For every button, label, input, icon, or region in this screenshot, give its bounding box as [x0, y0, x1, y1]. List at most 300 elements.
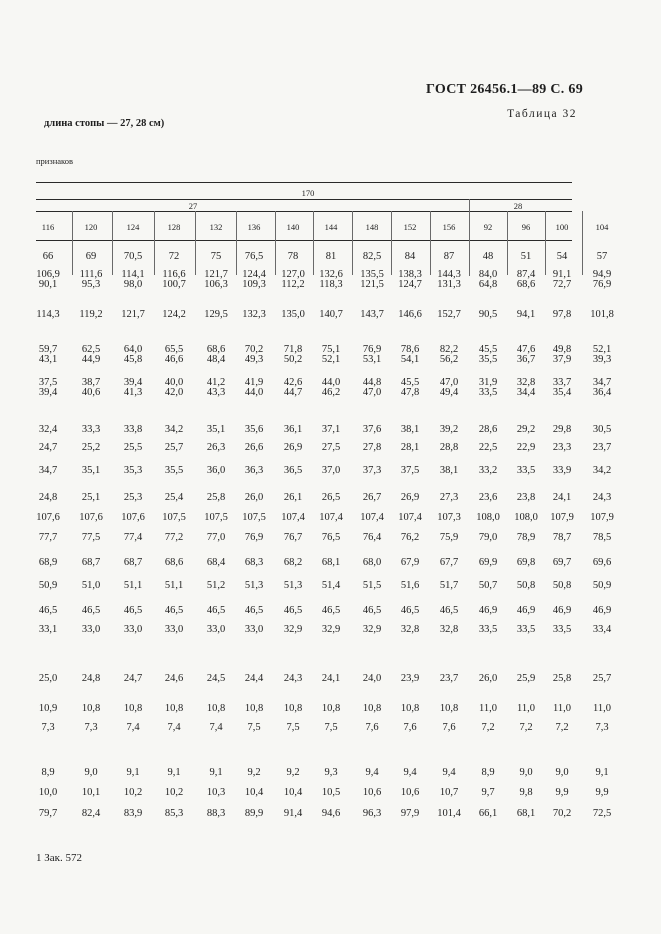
table-cell: 41,3	[123, 387, 143, 398]
table-cell: 9,1	[167, 767, 181, 778]
table-cell: 33,9	[552, 465, 572, 476]
column-header: 124	[126, 222, 140, 232]
table-cell: 108,0	[514, 512, 538, 523]
table-cell: 9,3	[324, 767, 338, 778]
table-cell: 78	[287, 251, 299, 262]
table-cell: 23,6	[478, 492, 498, 503]
table-cell: 9,4	[442, 767, 456, 778]
gost-page-header: ГОСТ 26456.1—89 С. 69	[426, 82, 583, 97]
table-cell: 46,5	[206, 605, 226, 616]
table-cell: 82,4	[81, 808, 101, 819]
table-cell: 72,5	[592, 808, 612, 819]
table-cell: 25,7	[592, 673, 612, 684]
table-cell: 31,9	[478, 377, 498, 388]
table-cell: 26,7	[362, 492, 382, 503]
table-rule-group	[36, 199, 572, 200]
table-cell: 66,1	[478, 808, 498, 819]
table-cell: 143,7	[360, 309, 384, 320]
table-cell: 32,9	[283, 624, 303, 635]
table-cell: 9,0	[555, 767, 569, 778]
column-header: 156	[442, 222, 456, 232]
table-cell: 36,1	[283, 424, 303, 435]
column-separator	[582, 211, 583, 275]
table-cell: 24,8	[38, 492, 58, 503]
table-cell: 101,4	[437, 808, 461, 819]
table-cell: 107,5	[162, 512, 186, 523]
table-cell: 64,8	[478, 279, 498, 290]
table-cell: 107,6	[36, 512, 60, 523]
table-cell: 53,1	[362, 354, 382, 365]
table-cell: 7,2	[481, 722, 495, 733]
table-cell: 46,5	[244, 605, 264, 616]
table-cell: 36,7	[516, 354, 536, 365]
column-header: 92	[483, 222, 493, 232]
table-cell: 70,2	[552, 808, 572, 819]
column-separator	[275, 211, 276, 275]
table-cell: 144,3	[437, 269, 461, 280]
table-cell: 7,4	[126, 722, 140, 733]
table-cell: 72,7	[552, 279, 572, 290]
table-cell: 24,7	[38, 442, 58, 453]
table-cell: 67,9	[400, 557, 420, 568]
table-cell: 51,2	[206, 580, 226, 591]
table-cell: 107,3	[437, 512, 461, 523]
table-cell: 35,3	[123, 465, 143, 476]
table-cell: 9,1	[209, 767, 223, 778]
table-cell: 70,2	[244, 344, 264, 355]
table-cell: 51	[520, 251, 532, 262]
table-cell: 47,0	[439, 377, 459, 388]
table-cell: 83,9	[123, 808, 143, 819]
table-cell: 96,3	[362, 808, 382, 819]
table-cell: 33,0	[81, 624, 101, 635]
table-cell: 107,9	[590, 512, 614, 523]
table-cell: 33,0	[244, 624, 264, 635]
table-cell: 68,2	[283, 557, 303, 568]
table-cell: 30,5	[592, 424, 612, 435]
table-cell: 79,0	[478, 532, 498, 543]
table-cell: 89,9	[244, 808, 264, 819]
table-cell: 25,8	[206, 492, 226, 503]
table-cell: 42,0	[164, 387, 184, 398]
column-header: 144	[324, 222, 338, 232]
column-header: 132	[209, 222, 223, 232]
table-cell: 32,8	[516, 377, 536, 388]
column-separator	[195, 211, 196, 275]
table-cell: 33,2	[478, 465, 498, 476]
table-cell: 51,7	[439, 580, 459, 591]
table-cell: 35,6	[244, 424, 264, 435]
table-cell: 97,8	[552, 309, 572, 320]
table-cell: 129,5	[204, 309, 228, 320]
table-cell: 127,0	[281, 269, 305, 280]
table-cell: 47,0	[362, 387, 382, 398]
table-cell: 51,4	[321, 580, 341, 591]
table-cell: 68,7	[81, 557, 101, 568]
table-cell: 33,1	[38, 624, 58, 635]
table-cell: 25,4	[164, 492, 184, 503]
table-cell: 46,5	[164, 605, 184, 616]
table-cell: 24,0	[362, 673, 382, 684]
table-cell: 38,7	[81, 377, 101, 388]
table-cell: 9,9	[555, 787, 569, 798]
table-cell: 50,9	[38, 580, 58, 591]
table-cell: 48	[482, 251, 494, 262]
table-cell: 46,9	[552, 605, 572, 616]
table-cell: 52,1	[592, 344, 612, 355]
column-separator	[469, 199, 470, 276]
column-header: 136	[247, 222, 261, 232]
table-cell: 51,3	[283, 580, 303, 591]
table-cell: 25,1	[81, 492, 101, 503]
table-cell: 98,0	[123, 279, 143, 290]
table-cell: 10,4	[283, 787, 303, 798]
table-cell: 10,8	[283, 703, 303, 714]
table-cell: 62,5	[81, 344, 101, 355]
table-cell: 109,3	[242, 279, 266, 290]
table-cell: 44,7	[283, 387, 303, 398]
table-cell: 11,0	[479, 703, 497, 714]
table-cell: 46,5	[321, 605, 341, 616]
table-cell: 37,9	[552, 354, 572, 365]
table-cell: 88,3	[206, 808, 226, 819]
table-cell: 46,5	[123, 605, 143, 616]
table-cell: 146,6	[398, 309, 422, 320]
table-cell: 38,1	[439, 465, 459, 476]
table-cell: 68,6	[516, 279, 536, 290]
table-cell: 77,7	[38, 532, 58, 543]
table-cell: 75,9	[439, 532, 459, 543]
column-header: 100	[555, 222, 569, 232]
table-cell: 43,3	[206, 387, 226, 398]
column-header: 96	[521, 222, 531, 232]
table-cell: 9,2	[286, 767, 300, 778]
table-cell: 25,5	[123, 442, 143, 453]
table-cell: 37,1	[321, 424, 341, 435]
column-header: 116	[41, 222, 55, 232]
table-cell: 91,1	[552, 269, 572, 280]
table-cell: 40,6	[81, 387, 101, 398]
table-cell: 51,6	[400, 580, 420, 591]
table-label: Таблица 32	[507, 108, 577, 120]
table-cell: 152,7	[437, 309, 461, 320]
table-cell: 32,9	[362, 624, 382, 635]
table-cell: 51,0	[81, 580, 101, 591]
table-cell: 22,9	[516, 442, 536, 453]
table-rule-header-bottom	[36, 240, 572, 241]
table-cell: 46,5	[38, 605, 58, 616]
table-cell: 33,8	[123, 424, 143, 435]
column-separator	[545, 211, 546, 275]
table-cell: 24,4	[244, 673, 264, 684]
table-cell: 77,4	[123, 532, 143, 543]
table-cell: 97,9	[400, 808, 420, 819]
table-cell: 68,4	[206, 557, 226, 568]
table-cell: 76,9	[592, 279, 612, 290]
column-header: 152	[403, 222, 417, 232]
table-cell: 25,9	[516, 673, 536, 684]
table-cell: 78,9	[516, 532, 536, 543]
table-cell: 24,1	[321, 673, 341, 684]
table-cell: 26,1	[283, 492, 303, 503]
column-separator	[154, 211, 155, 275]
table-cell: 7,2	[555, 722, 569, 733]
column-header: 148	[365, 222, 379, 232]
table-cell: 140,7	[319, 309, 343, 320]
table-cell: 59,7	[38, 344, 58, 355]
table-cell: 34,2	[164, 424, 184, 435]
table-cell: 7,5	[286, 722, 300, 733]
table-cell: 47,8	[400, 387, 420, 398]
table-cell: 11,0	[553, 703, 571, 714]
table-cell: 68,7	[123, 557, 143, 568]
table-cell: 35,4	[552, 387, 572, 398]
table-cell: 32,4	[38, 424, 58, 435]
table-cell: 43,1	[38, 354, 58, 365]
table-cell: 26,5	[321, 492, 341, 503]
table-cell: 131,3	[437, 279, 461, 290]
column-separator	[391, 211, 392, 275]
table-cell: 50,9	[592, 580, 612, 591]
table-cell: 26,6	[244, 442, 264, 453]
table-cell: 84,0	[478, 269, 498, 280]
table-cell: 69,9	[478, 557, 498, 568]
table-cell: 45,5	[400, 377, 420, 388]
table-cell: 82,2	[439, 344, 459, 355]
table-cell: 10,7	[439, 787, 459, 798]
table-cell: 9,4	[365, 767, 379, 778]
table-cell: 36,5	[283, 465, 303, 476]
table-cell: 10,2	[123, 787, 143, 798]
table-cell: 46,9	[516, 605, 536, 616]
table-cell: 10,3	[206, 787, 226, 798]
table-rule-sub	[36, 211, 572, 212]
table-cell: 95,3	[81, 279, 101, 290]
table-cell: 107,4	[398, 512, 422, 523]
table-cell: 75,1	[321, 344, 341, 355]
table-cell: 94,6	[321, 808, 341, 819]
table-cell: 76,9	[362, 344, 382, 355]
table-cell: 9,1	[595, 767, 609, 778]
table-cell: 11,0	[593, 703, 611, 714]
foot-group-header-28: 28	[513, 201, 523, 211]
table-cell: 9,9	[595, 787, 609, 798]
table-cell: 39,4	[38, 387, 58, 398]
table-cell: 35,5	[164, 465, 184, 476]
table-cell: 69,8	[516, 557, 536, 568]
table-cell: 8,9	[481, 767, 495, 778]
table-cell: 46,5	[400, 605, 420, 616]
table-cell: 47,6	[516, 344, 536, 355]
table-cell: 33,5	[478, 387, 498, 398]
table-cell: 7,3	[84, 722, 98, 733]
table-cell: 69	[85, 251, 97, 262]
table-cell: 10,8	[400, 703, 420, 714]
column-separator	[313, 211, 314, 275]
table-cell: 36,0	[206, 465, 226, 476]
table-cell: 76,2	[400, 532, 420, 543]
table-cell: 56,2	[439, 354, 459, 365]
table-cell: 107,5	[204, 512, 228, 523]
table-cell: 57	[596, 251, 608, 262]
table-cell: 84	[404, 251, 416, 262]
table-cell: 37,3	[362, 465, 382, 476]
table-cell: 68,3	[244, 557, 264, 568]
table-cell: 49,4	[439, 387, 459, 398]
table-cell: 26,0	[478, 673, 498, 684]
table-cell: 49,8	[552, 344, 572, 355]
table-cell: 39,4	[123, 377, 143, 388]
table-cell: 36,4	[592, 387, 612, 398]
table-cell: 33,7	[552, 377, 572, 388]
table-cell: 68,6	[164, 557, 184, 568]
table-cell: 22,5	[478, 442, 498, 453]
table-cell: 44,9	[81, 354, 101, 365]
table-cell: 94,9	[592, 269, 612, 280]
table-cell: 23,8	[516, 492, 536, 503]
table-cell: 33,5	[516, 465, 536, 476]
table-cell: 10,6	[400, 787, 420, 798]
table-cell: 7,6	[442, 722, 456, 733]
table-cell: 39,3	[592, 354, 612, 365]
table-cell: 81	[325, 251, 337, 262]
table-cell: 34,7	[38, 465, 58, 476]
table-cell: 68,1	[321, 557, 341, 568]
table-subtitle: длина стопы — 27, 28 см)	[44, 118, 165, 129]
table-cell: 132,6	[319, 269, 343, 280]
table-cell: 44,0	[244, 387, 264, 398]
table-cell: 9,0	[519, 767, 533, 778]
table-cell: 32,8	[439, 624, 459, 635]
table-cell: 114,3	[36, 309, 60, 320]
table-cell: 121,7	[121, 309, 145, 320]
table-cell: 82,5	[362, 251, 382, 262]
table-cell: 46,5	[283, 605, 303, 616]
table-cell: 33,5	[516, 624, 536, 635]
table-cell: 76,7	[283, 532, 303, 543]
table-cell: 40,0	[164, 377, 184, 388]
row-label-fragment: признаков	[36, 156, 73, 166]
table-cell: 54	[556, 251, 568, 262]
table-cell: 28,1	[400, 442, 420, 453]
column-separator	[72, 211, 73, 275]
table-cell: 23,3	[552, 442, 572, 453]
table-cell: 119,2	[79, 309, 103, 320]
table-cell: 121,7	[204, 269, 228, 280]
table-cell: 10,6	[362, 787, 382, 798]
table-cell: 100,7	[162, 279, 186, 290]
table-cell: 67,7	[439, 557, 459, 568]
table-cell: 7,4	[167, 722, 181, 733]
table-cell: 77,0	[206, 532, 226, 543]
table-cell: 28,8	[439, 442, 459, 453]
table-cell: 10,8	[164, 703, 184, 714]
table-cell: 10,2	[164, 787, 184, 798]
column-separator	[352, 211, 353, 275]
table-cell: 107,6	[121, 512, 145, 523]
table-cell: 37,5	[38, 377, 58, 388]
table-cell: 7,4	[209, 722, 223, 733]
table-cell: 76,5	[244, 251, 264, 262]
table-cell: 24,3	[592, 492, 612, 503]
table-cell: 70,5	[123, 251, 143, 262]
table-cell: 69,7	[552, 557, 572, 568]
table-cell: 44,8	[362, 377, 382, 388]
table-cell: 51,5	[362, 580, 382, 591]
table-cell: 76,5	[321, 532, 341, 543]
table-cell: 24,3	[283, 673, 303, 684]
table-cell: 8,9	[41, 767, 55, 778]
table-cell: 124,4	[242, 269, 266, 280]
table-cell: 79,7	[38, 808, 58, 819]
table-cell: 11,0	[517, 703, 535, 714]
table-cell: 33,0	[164, 624, 184, 635]
table-cell: 34,7	[592, 377, 612, 388]
table-cell: 9,7	[481, 787, 495, 798]
table-cell: 50,2	[283, 354, 303, 365]
table-cell: 35,1	[206, 424, 226, 435]
table-cell: 66	[42, 251, 54, 262]
table-cell: 34,2	[592, 465, 612, 476]
table-cell: 10,8	[123, 703, 143, 714]
table-cell: 101,8	[590, 309, 614, 320]
column-header: 128	[167, 222, 181, 232]
table-cell: 51,3	[244, 580, 264, 591]
table-cell: 23,7	[592, 442, 612, 453]
table-cell: 29,2	[516, 424, 536, 435]
table-cell: 135,5	[360, 269, 384, 280]
table-cell: 45,8	[123, 354, 143, 365]
table-cell: 49,3	[244, 354, 264, 365]
table-cell: 27,8	[362, 442, 382, 453]
table-cell: 107,4	[281, 512, 305, 523]
table-cell: 46,6	[164, 354, 184, 365]
table-cell: 68,6	[206, 344, 226, 355]
table-cell: 7,2	[519, 722, 533, 733]
table-cell: 7,6	[365, 722, 379, 733]
column-header: 104	[595, 222, 609, 232]
table-cell: 37,5	[400, 465, 420, 476]
table-cell: 87,4	[516, 269, 536, 280]
table-cell: 37,6	[362, 424, 382, 435]
table-cell: 10,8	[321, 703, 341, 714]
table-cell: 64,0	[123, 344, 143, 355]
table-cell: 25,3	[123, 492, 143, 503]
table-cell: 78,7	[552, 532, 572, 543]
table-cell: 68,9	[38, 557, 58, 568]
table-cell: 26,9	[283, 442, 303, 453]
table-cell: 68,1	[516, 808, 536, 819]
table-cell: 42,6	[283, 377, 303, 388]
table-cell: 26,9	[400, 492, 420, 503]
table-cell: 10,4	[244, 787, 264, 798]
table-cell: 87	[443, 251, 455, 262]
table-cell: 77,5	[81, 532, 101, 543]
table-cell: 25,7	[164, 442, 184, 453]
table-cell: 50,7	[478, 580, 498, 591]
table-cell: 33,5	[478, 624, 498, 635]
table-cell: 112,2	[281, 279, 305, 290]
table-cell: 33,5	[552, 624, 572, 635]
table-cell: 34,4	[516, 387, 536, 398]
table-cell: 46,9	[478, 605, 498, 616]
table-cell: 24,8	[81, 673, 101, 684]
table-cell: 50,8	[516, 580, 536, 591]
table-cell: 132,3	[242, 309, 266, 320]
table-cell: 33,0	[123, 624, 143, 635]
table-cell: 111,6	[79, 269, 103, 280]
table-cell: 29,8	[552, 424, 572, 435]
